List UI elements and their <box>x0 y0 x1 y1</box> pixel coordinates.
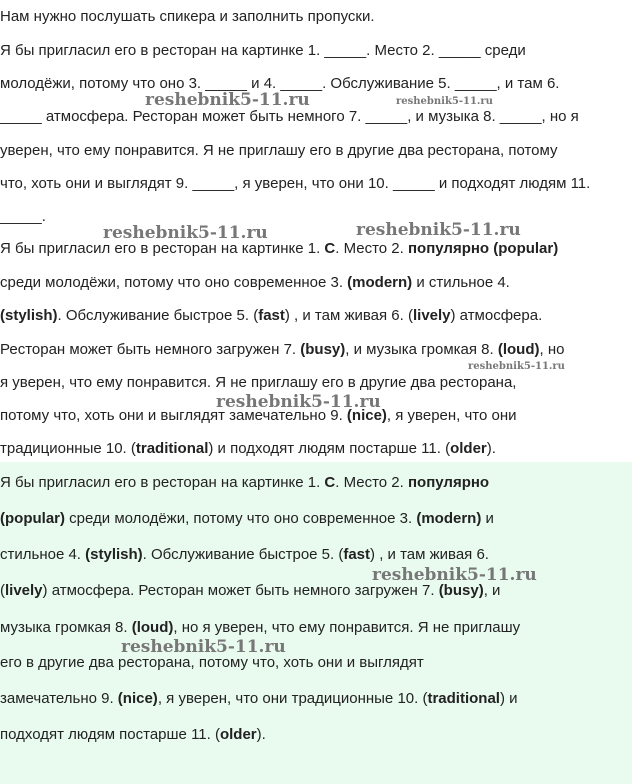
answer-line: подходят людям постарше 11. (older). <box>0 726 266 743</box>
answer-line: (lively) атмосфера. Ресторан может быть немного загружен 7. (busy), и <box>0 582 501 599</box>
answer-line: его в другие два ресторана, потому что, хоть они и выглядят <box>0 654 424 671</box>
answer-line: среди молодёжи, потому что оно современное 3. (modern) и стильное 4. <box>0 274 510 291</box>
answer-line: (popular) среди молодёжи, потому что оно современное 3. (modern) и <box>0 510 494 527</box>
watermark: reshebnik5-11.ru <box>145 90 310 110</box>
exercise-line: молодёжи, потому что оно 3. _____ и 4. _____. Обслуживание 5. _____, и там 6. <box>0 75 560 92</box>
answer-line: Я бы пригласил его в ресторан на картинке 1. C. Место 2. популярно (popular) <box>0 240 559 257</box>
answer-line: потому что, хоть они и выглядят замечательно 9. (nice), я уверен, что они <box>0 407 517 424</box>
exercise-line: _____ атмосфера. Ресторан может быть немного 7. _____, и музыка 8. _____, но я <box>0 108 579 125</box>
watermark: reshebnik5-11.ru <box>121 637 286 657</box>
exercise-line: что, хоть они и выглядят 9. _____, я уверен, что они 10. _____ и подходят людям 11. <box>0 175 591 192</box>
answer-line: я уверен, что ему понравится. Я не приглашу его в другие два ресторана, <box>0 374 517 391</box>
exercise-line: Нам нужно послушать спикера и заполнить пропуски. <box>0 8 375 25</box>
watermark: reshebnik5-11.ru <box>356 220 521 240</box>
exercise-line: Я бы пригласил его в ресторан на картинке 1. _____. Место 2. _____ среди <box>0 42 526 59</box>
exercise-line: _____. <box>0 208 46 225</box>
answer-line: Я бы пригласил его в ресторан на картинке 1. C. Место 2. популярно <box>0 474 490 491</box>
watermark: reshebnik5-11.ru <box>468 361 565 372</box>
watermark: reshebnik5-11.ru <box>396 96 493 107</box>
exercise-line: уверен, что ему понравится. Я не приглашу его в другие два ресторана, потому <box>0 142 558 159</box>
answer-line: стильное 4. (stylish). Обслуживание быстрое 5. (fast) , и там живая 6. <box>0 546 489 563</box>
answer-line: Ресторан может быть немного загружен 7. (busy), и музыка громкая 8. (loud), но <box>0 341 565 358</box>
answer-line: традиционные 10. (traditional) и подходят людям постарше 11. (older). <box>0 440 496 457</box>
watermark: reshebnik5-11.ru <box>103 223 268 243</box>
watermark: reshebnik5-11.ru <box>372 565 537 585</box>
answer-line: (stylish). Обслуживание быстрое 5. (fast) , и там живая 6. (lively) атмосфера. <box>0 307 543 324</box>
answer-line: музыка громкая 8. (loud), но я уверен, что ему понравится. Я не приглашу <box>0 619 521 636</box>
answer-line: замечательно 9. (nice), я уверен, что они традиционные 10. (traditional) и <box>0 690 518 707</box>
watermark: reshebnik5-11.ru <box>216 392 381 412</box>
